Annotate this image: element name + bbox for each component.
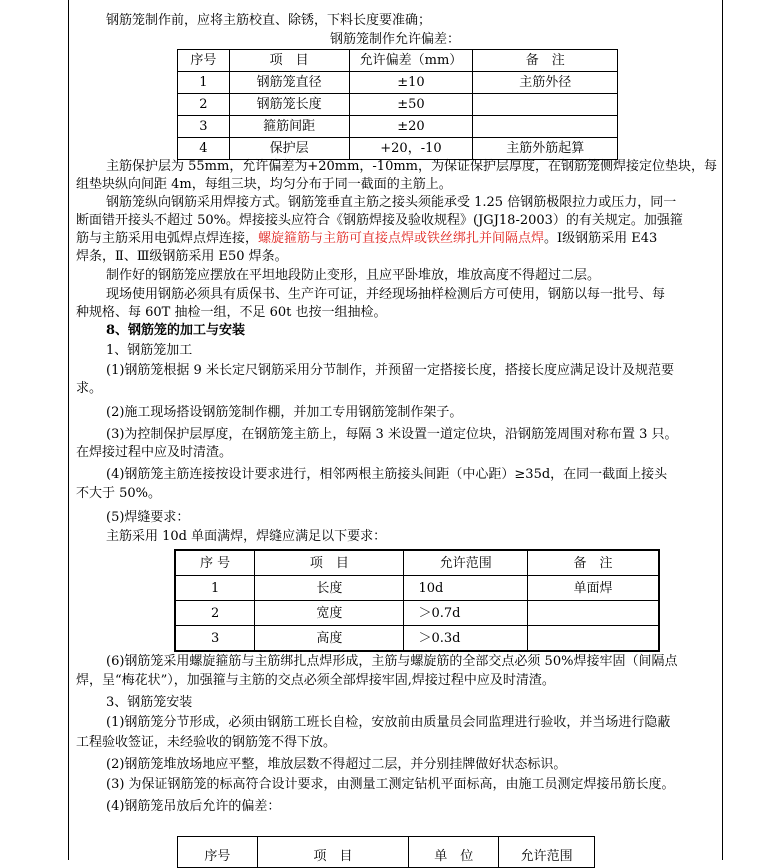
header-cell: 允许偏差（mm） — [349, 50, 473, 72]
table-cell: ±20 — [349, 116, 473, 138]
intro-line: 钢筋笼制作前，应将主筋校直、除锈，下料长度要准确； — [106, 13, 432, 28]
text-run: 。Ⅰ级钢筋采用 E43 — [544, 231, 658, 246]
table-cell: 1 — [178, 72, 230, 94]
text-run: 筋与主筋采用电弧焊点焊连接， — [76, 231, 259, 246]
table-row — [175, 601, 659, 626]
table-row — [178, 94, 618, 116]
header-cell: 备 注 — [528, 550, 659, 576]
table-cell: ＞0.3d — [404, 626, 528, 652]
header-cell: 项 目 — [257, 837, 409, 868]
header-cell: 项 目 — [255, 550, 404, 576]
table-cell: ±50 — [349, 94, 473, 116]
list-item: (3) 为保证钢筋笼的标高符合设计要求，由测量工测定钻机平面标高，由施工员测定焊接吊筋长度。 — [106, 777, 675, 792]
paragraph-line: 组垫块纵向间距 4m，每组三块，均匀分布于同一截面的主筋上。 — [76, 177, 452, 192]
paragraph-line: 焊条，Ⅱ、Ⅲ级钢筋采用 E50 焊条。 — [76, 249, 288, 264]
list-item: (6)钢筋笼采用螺旋箍筋与主筋绑扎点焊形成，主筋与螺旋筋的全部交点必须 50%焊接牢固（间隔点 — [106, 654, 678, 669]
header-cell: 允许范围 — [404, 550, 528, 576]
table-cell: 保护层 — [229, 138, 349, 160]
header-cell: 备 注 — [473, 50, 618, 72]
table-row — [178, 72, 618, 94]
table-cell: 3 — [178, 116, 230, 138]
table-cell: 3 — [175, 626, 255, 652]
list-item-subtext: 主筋采用 10d 单面满焊，焊缝应满足以下要求： — [106, 529, 387, 544]
list-item: (4)钢筋笼吊放后允许的偏差： — [106, 799, 281, 814]
table-cell: 钢筋笼长度 — [229, 94, 349, 116]
paragraph-line: 主筋保护层为 55mm，允许偏差为+20mm，-10mm，为保证保护层厚度，在钢筋笼侧焊接定位垫块，每 — [106, 159, 718, 174]
table-cell: ＞0.7d — [404, 601, 528, 626]
table-cell: 2 — [178, 94, 230, 116]
table-cage-tolerance — [177, 49, 618, 160]
table-row — [178, 138, 618, 160]
list-item: (5)焊缝要求： — [106, 510, 190, 525]
table-cell — [528, 626, 659, 652]
list-item-continuation: 不大于 50%。 — [76, 486, 162, 501]
header-cell: 序 号 — [175, 550, 255, 576]
table-header-row — [175, 550, 659, 576]
table-cell: 宽度 — [255, 601, 404, 626]
table-cell — [473, 116, 618, 138]
highlighted-text: 螺旋箍筋与主筋可直接点焊或铁丝绑扎并间隔点焊 — [258, 231, 545, 246]
table-cell: 高度 — [255, 626, 404, 652]
list-item: (4)钢筋笼主筋连接按设计要求进行，相邻两根主筋接头间距（中心距）≥35d，在同一截面上接头 — [106, 467, 668, 482]
table-cell: 长度 — [255, 576, 404, 601]
table-hoist-tolerance — [177, 836, 595, 868]
table-weld-requirements — [174, 549, 660, 652]
header-cell: 允许范围 — [499, 837, 595, 868]
table1-caption: 钢筋笼制作允许偏差： — [329, 32, 460, 47]
table-cell — [473, 94, 618, 116]
list-item-continuation: 焊，呈“梅花状”），加强箍与主筋的交点必须全部焊接牢固,焊接过程中应及时清渣。 — [76, 673, 555, 688]
table-cell: 钢筋笼直径 — [229, 72, 349, 94]
list-item-continuation: 在焊接过程中应及时清渣。 — [76, 445, 233, 460]
list-item: (2)钢筋笼堆放场地应平整，堆放层数不得超过二层，并分别挂牌做好状态标识。 — [106, 757, 567, 772]
paragraph-line — [76, 230, 716, 248]
paragraph-line: 现场使用钢筋必须具有质保书、生产许可证，并经现场抽样检测后方可使用，钢筋以每一批号、每 — [106, 287, 666, 302]
list-item-continuation: 求。 — [76, 381, 103, 396]
paragraph-line: 钢筋笼纵向钢筋采用焊接方式。钢筋笼垂直主筋之接头须能承受 1.25 倍钢筋极限拉力或压力，同一 — [106, 195, 677, 210]
table-cell: 1 — [175, 576, 255, 601]
header-cell: 序号 — [178, 50, 230, 72]
paragraph-line: 种规格、每 60T 抽检一组，不足 60t 也按一组抽检。 — [76, 305, 387, 320]
table-cell: 4 — [178, 138, 230, 160]
section-heading: 8、钢筋笼的加工与安装 — [106, 323, 246, 338]
table-cell: 主筋外径 — [473, 72, 618, 94]
page-left-border — [68, 0, 69, 860]
subsection-heading: 1、钢筋笼加工 — [106, 343, 193, 358]
table-header-row — [178, 50, 618, 72]
paragraph-line: 制作好的钢筋笼应摆放在平坦地段防止变形，且应平卧堆放，堆放高度不得超过二层。 — [106, 268, 601, 283]
list-item: (1)钢筋笼分节形成，必须由钢筋工班长自检，安放前由质量员会同监理进行验收，并当场进行隐蔽 — [106, 715, 671, 730]
table-cell: 单面焊 — [528, 576, 659, 601]
header-cell: 项 目 — [229, 50, 349, 72]
table-row — [178, 116, 618, 138]
table-header-row — [178, 837, 595, 868]
table-row — [175, 576, 659, 601]
table-cell: 箍筋间距 — [229, 116, 349, 138]
table-cell: 2 — [175, 601, 255, 626]
table-cell: 10d — [404, 576, 528, 601]
subsection-heading: 3、钢筋笼安装 — [106, 695, 193, 710]
list-item-continuation: 工程验收签证，未经验收的钢筋笼不得下放。 — [76, 735, 337, 750]
page-right-border — [722, 0, 723, 860]
paragraph-line: 断面错开接头不超过 50%。焊接接头应符合《钢筋焊接及验收规程》(JGJ18-2003）的有关规定。加强箍 — [76, 213, 683, 228]
table-cell: 主筋外筋起算 — [473, 138, 618, 160]
header-cell: 单 位 — [409, 837, 499, 868]
table-cell: ±10 — [349, 72, 473, 94]
header-cell: 序号 — [178, 837, 258, 868]
list-item: (1)钢筋笼根据 9 米长定尺钢筋采用分节制作，并预留一定搭接长度，搭接长度应满足设计及规范要 — [106, 363, 674, 378]
table-cell: +20，-10 — [349, 138, 473, 160]
list-item: (2)施工现场搭设钢筋笼制作棚，并加工专用钢筋笼制作架子。 — [106, 405, 463, 420]
table-cell — [528, 601, 659, 626]
table-row — [175, 626, 659, 652]
list-item: (3)为控制保护层厚度，在钢筋笼主筋上，每隔 3 米设置一道定位块，沿钢筋笼周围对称布置 3 只。 — [106, 427, 678, 442]
